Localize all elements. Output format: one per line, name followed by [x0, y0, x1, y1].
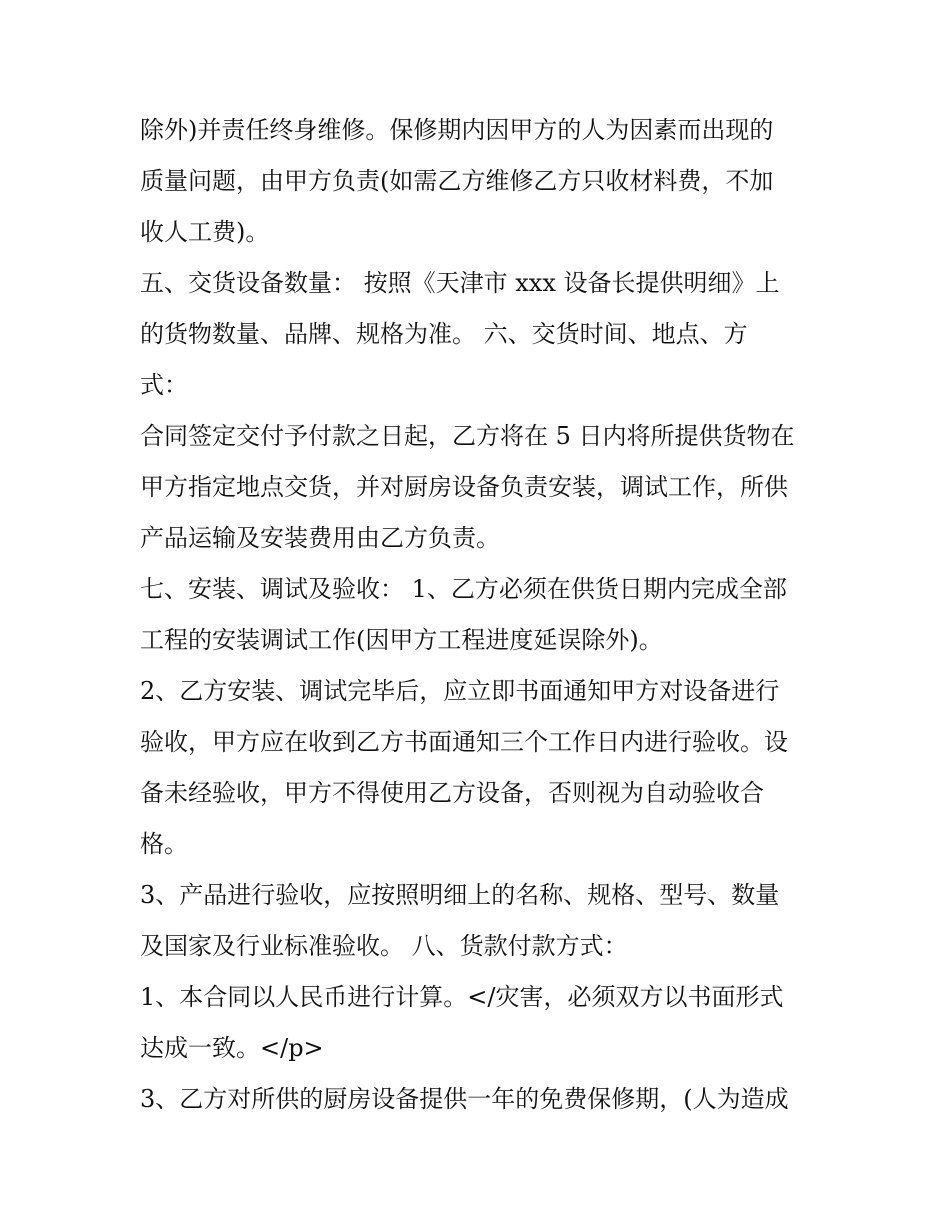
text-line: 合同签定交付予付款之日起，乙方将在 5 日内将所提供货物在 [140, 422, 795, 450]
text-line: 甲方指定地点交货，并对厨房设备负责安装，调试工作，所供 [140, 473, 788, 501]
text-line: 验收，甲方应在收到乙方书面通知三个工作日内进行验收。设 [140, 728, 788, 756]
text-line: 七、安装、调试及验收： 1、乙方必须在供货日期内完成全部 [140, 575, 787, 603]
text-line: 2、乙方安装、调试完毕后，应立即书面通知甲方对设备进行 [140, 677, 780, 705]
text-line: 收人工费)。 [140, 218, 270, 246]
text-line: 3、产品进行验收，应按照明细上的名称、规格、型号、数量 [140, 881, 780, 909]
document-body [140, 108, 815, 1128]
text-line: 质量问题，由甲方负责(如需乙方维修乙方只收材料费，不加 [140, 167, 774, 195]
text-line: 备未经验收，甲方不得使用乙方设备，否则视为自动验收合 [140, 779, 764, 807]
text-line: 格。 [140, 830, 188, 858]
text-line: 3、乙方对所供的厨房设备提供一年的免费保修期，(人为造成 [140, 1085, 789, 1113]
text-line: 1、本合同以人民币进行计算。</灾害，必须双方以书面形式 [140, 983, 784, 1011]
text-line: 五、交货设备数量： 按照《天津市 xxx 设备长提供明细》上 [140, 269, 780, 297]
text-line: 式： [140, 371, 188, 399]
text-line: 的货物数量、品牌、规格为准。 六、交货时间、地点、方 [140, 320, 748, 348]
text-line: 及国家及行业标准验收。 八、货款付款方式： [140, 932, 628, 960]
text-line: 产品运输及安装费用由乙方负责。 [140, 524, 500, 552]
text-line: 工程的安装调试工作(因甲方工程进度延误除外)。 [140, 626, 663, 654]
text-line: 达成一致。</p> [140, 1034, 324, 1062]
text-line: 除外)并责任终身维修。保修期内因甲方的人为因素而出现的 [140, 116, 774, 144]
